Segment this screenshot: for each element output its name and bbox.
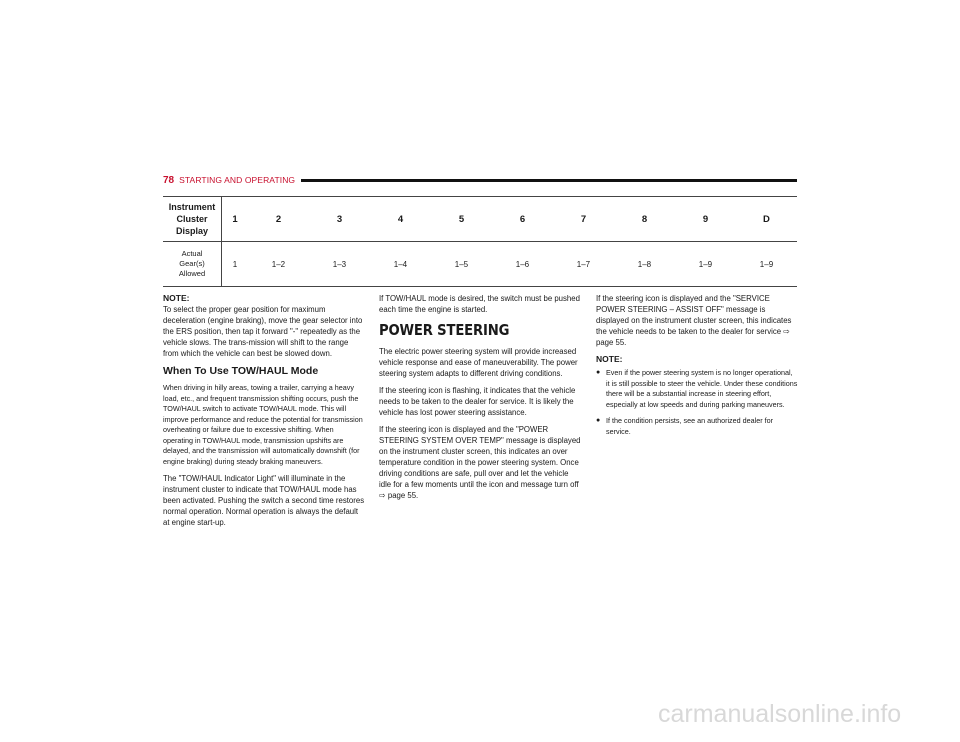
table-cell: 5 xyxy=(431,197,492,242)
arrow-right-icon: ⇨ xyxy=(379,491,386,500)
table-cell: 2 xyxy=(248,197,309,242)
power-steering-p3 xyxy=(379,424,581,501)
watermark: carmanualsonline.info xyxy=(658,700,902,728)
table-cell: 9 xyxy=(675,197,736,242)
table-row-label xyxy=(163,197,222,242)
table-row-display xyxy=(163,197,797,242)
note-label: NOTE: xyxy=(163,293,190,303)
page-number: 78 xyxy=(163,174,175,186)
list-item: ● Even if the power steering system is no longer operational, it is still possible to steer the vehicle. Under these conditions there will be a substantial increase in steering effort, especially at low speeds and during parking maneuvers. xyxy=(596,368,798,410)
arrow-right-icon: ⇨ xyxy=(783,327,790,336)
table-cell: 1–5 xyxy=(431,242,492,287)
table-cell: 1 xyxy=(222,197,248,242)
table-cell: 8 xyxy=(614,197,675,242)
header-rule xyxy=(301,179,797,182)
tow-haul-intro: If TOW/HAUL mode is desired, the switch must be pushed each time the engine is started. xyxy=(379,294,580,314)
label-line: Cluster xyxy=(176,214,208,224)
table-cell: 6 xyxy=(492,197,553,242)
note-text: To select the proper gear position for maximum deceleration (engine braking), move the gear selector into the ERS position, then tap it forward "-" repeatedly as the vehicle slows. The trans-mission will shift to the range from which the vehicle can best be slowed down. xyxy=(163,305,363,358)
label-line: Actual xyxy=(181,249,203,258)
table-cell: 1–9 xyxy=(736,242,797,287)
label-line: Display xyxy=(175,226,208,236)
table-cell: 3 xyxy=(309,197,370,242)
column-left xyxy=(163,293,365,534)
table-row-label xyxy=(163,242,222,287)
p1-text: If the steering icon is displayed and the "SERVICE POWER STEERING – ASSIST OFF" message is displayed on the instrument cluster screen, this indicates the vehicle needs to be taken to the dealer for service xyxy=(596,294,792,336)
label-line: Allowed xyxy=(178,269,206,278)
table-cell: 1–6 xyxy=(492,242,553,287)
table-cell: 1–7 xyxy=(553,242,614,287)
table-cell: 1–4 xyxy=(370,242,431,287)
tow-haul-text: When driving in hilly areas, towing a trailer, carrying a heavy load, etc., and frequent transmission shifting occurs, push the TOW/HAUL switch to activate TOW/HAUL mode. This will improve performance and reduce the potential for transmission overheating or failure due to excessive shifting. When operating in TOW/HAUL mode, transmission upshifts are delayed, and the transmission will automatically downshift (for engine braking) during steady braking maneuvers. xyxy=(163,383,363,466)
service-steering-text xyxy=(596,293,798,348)
list-item: ● If the condition persists, see an authorized dealer for service. xyxy=(596,416,798,437)
table-cell: D xyxy=(736,197,797,242)
tow-haul-heading: When To Use TOW/HAUL Mode xyxy=(163,365,319,377)
indicator-text: The "TOW/HAUL Indicator Light" will illuminate in the instrument cluster to indicate that TOW/HAUL mode has been activated. Pushing the switch a second time restores normal operation. Normal operation is always the default at engine start-up. xyxy=(163,474,365,527)
section-title: STARTING AND OPERATING xyxy=(179,175,296,185)
power-steering-heading: POWER STEERING xyxy=(379,321,510,339)
table-cell: 7 xyxy=(553,197,614,242)
table-cell: 1 xyxy=(222,242,248,287)
note-label: NOTE: xyxy=(596,354,623,364)
label-line: Instrument xyxy=(168,202,216,212)
column-right xyxy=(596,293,798,443)
note-list xyxy=(596,368,798,437)
page-header xyxy=(163,172,797,188)
table-row-allowed xyxy=(163,242,797,287)
power-steering-p2: If the steering icon is flashing, it indicates that the vehicle needs to be taken to the dealer for service. It is likely the vehicle has lost power steering assistance. xyxy=(379,386,576,417)
table-cell: 4 xyxy=(370,197,431,242)
column-middle xyxy=(379,293,581,507)
label-line: Gear(s) xyxy=(179,259,205,268)
power-steering-p1: The electric power steering system will provide increased vehicle response and ease of maneuverability. The power steering system adapts to different driving conditions. xyxy=(379,347,578,378)
gear-table xyxy=(163,196,797,287)
page-reference-link[interactable]: page 55. xyxy=(387,491,419,500)
p3-text: If the steering icon is displayed and the "POWER STEERING SYSTEM OVER TEMP" message is displayed on the instrument cluster screen, this indicates an over temperature condition in the power steering system. Once driving conditions are safe, pull over and let the vehicle idle for a few moments until the icon and message turn off xyxy=(379,425,581,489)
page-reference-link[interactable]: page 55. xyxy=(596,338,627,347)
table-cell: 1–9 xyxy=(675,242,736,287)
table-cell: 1–8 xyxy=(614,242,675,287)
table-cell: 1–3 xyxy=(309,242,370,287)
table-cell: 1–2 xyxy=(248,242,309,287)
